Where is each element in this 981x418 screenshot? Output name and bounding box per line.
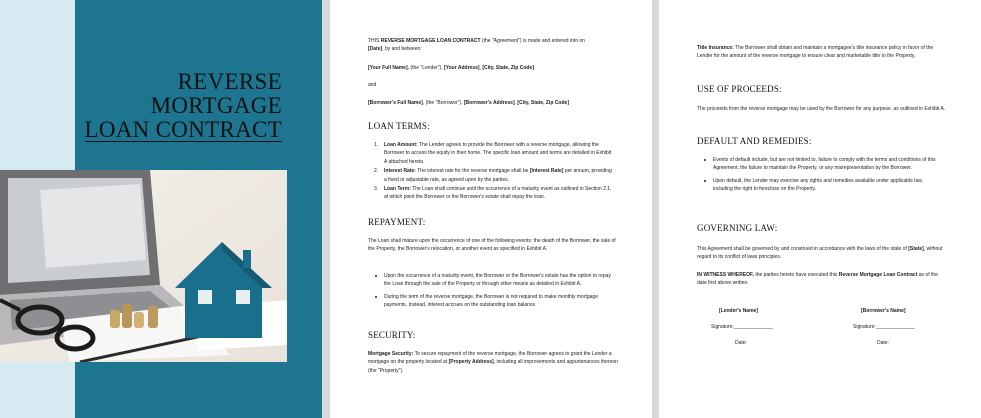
use-of-proceeds-heading: USE OF PROCEEDS:	[697, 84, 782, 94]
contract-page-2	[659, 0, 981, 418]
security-paragraph: Mortgage Security: To secure repayment of the reverse mortgage, the Borrower agrees to grant the Lender a mortgage on the property located at [Property Address], including all improvements and appurtenances thereon (the "Property").	[368, 351, 618, 374]
repayment-heading: REPAYMENT:	[368, 217, 426, 227]
borrower-name-label: [Borrower's Name]	[861, 308, 906, 314]
list-item: Upon default, the Lender may exercise any rights and remedies available under applicable law, including the right to foreclose on the Property.	[701, 177, 941, 194]
repayment-list	[372, 272, 612, 314]
list-item: 2. Interest Rate: The interest rate for the reverse mortgage shall be [Interest Rate] per annum, providing a fixed or adjustable rate, as agreed upon by the parties.	[374, 168, 612, 183]
default-remedies-heading: DEFAULT AND REMEDIES:	[697, 136, 812, 146]
cover-title	[62, 70, 282, 142]
and-text: and	[368, 82, 377, 88]
intro-paragraph: THIS REVERSE MORTGAGE LOAN CONTRACT (the "Agreement") is made and entered into on [Date], by and between:	[368, 38, 585, 53]
loan-terms-list	[372, 141, 614, 203]
list-item: 3. Loan Term: The Loan shall continue until the occurrence of a maturity event as outlined in Section 2.1, at which point the Borrower or the Borrower's estate shall repay the loan.	[374, 186, 612, 201]
borrower-date-label: Date:	[877, 340, 889, 346]
lender-name-label: [Lender's Name]	[719, 308, 758, 314]
borrower-signature-line: Signature:______________	[853, 324, 915, 330]
list-item: Upon the occurrence of a maturity event, the Borrower or the Borrower's estate has the option to repay the Loan through the sale of the Property or through other means as detailed in Exhibit A.	[372, 272, 612, 289]
security-heading: SECURITY:	[368, 330, 416, 340]
use-of-proceeds-paragraph: The proceeds from the reverse mortgage may be used by the Borrower for any purpose, as outlined in Exhibit A.	[697, 106, 946, 112]
list-item: Events of default include, but are not limited to, failure to comply with the terms and conditions of this Agreement, the failure to maintain the Property, or any misrepresentation by the Borrower.	[701, 156, 941, 173]
lender-date-label: Date:	[735, 340, 747, 346]
list-item: 1. Loan Amount: The Lender agrees to provide the Borrower with a reverse mortgage, allowing the Borrower to access the equity in their home. The specific loan amount and terms are detailed in Exhibit A attached hereto.	[374, 142, 612, 165]
governing-law-paragraph: This Agreement shall be governed by and construed in accordance with the laws of the state of [State], without regard to its conflict of laws principles.	[697, 246, 943, 261]
default-remedies-list	[701, 156, 941, 198]
governing-law-heading: GOVERNING LAW:	[697, 223, 778, 233]
contract-page-1	[330, 0, 652, 418]
title-insurance-paragraph: Title Insurance: The Borrower shall obtain and maintain a mortgagee's title insurance policy in favor of the Lender for the amount of the reverse mortgage to ensure clear and marketable title to the Property.	[697, 45, 934, 60]
party-borrower: [Borrower's Full Name], (the "Borrower"), [Borrower's Address], [City, State, Zip Code]	[368, 100, 569, 106]
cover-photo	[0, 170, 287, 362]
list-item: During the term of the reverse mortgage, the Borrower is not required to make monthly mortgage payments. Instead, interest accrues on the outstanding loan balance.	[372, 293, 612, 310]
loan-terms-heading: LOAN TERMS:	[368, 121, 430, 131]
party-lender: [Your Full Name], (the "Lender"), [Your Address], [City, State, Zip Code]	[368, 65, 534, 71]
lender-signature-line: Signature:______________	[711, 324, 773, 330]
cover-title-line2: LOAN CONTRACT	[84, 117, 282, 142]
cover-title-line1: REVERSE MORTGAGE	[150, 69, 282, 118]
cover-page	[0, 0, 322, 418]
repayment-paragraph: The Loan shall mature upon the occurrence of one of the following events: the death of the Borrower, the sale of the Property, the Borrower's relocation, or another event as specified in Exhibit A.	[368, 238, 616, 253]
witness-paragraph: IN WITNESS WHEREOF, the parties hereto have executed this Reverse Mortgage Loan Contract as of the date first above written.	[697, 272, 938, 287]
